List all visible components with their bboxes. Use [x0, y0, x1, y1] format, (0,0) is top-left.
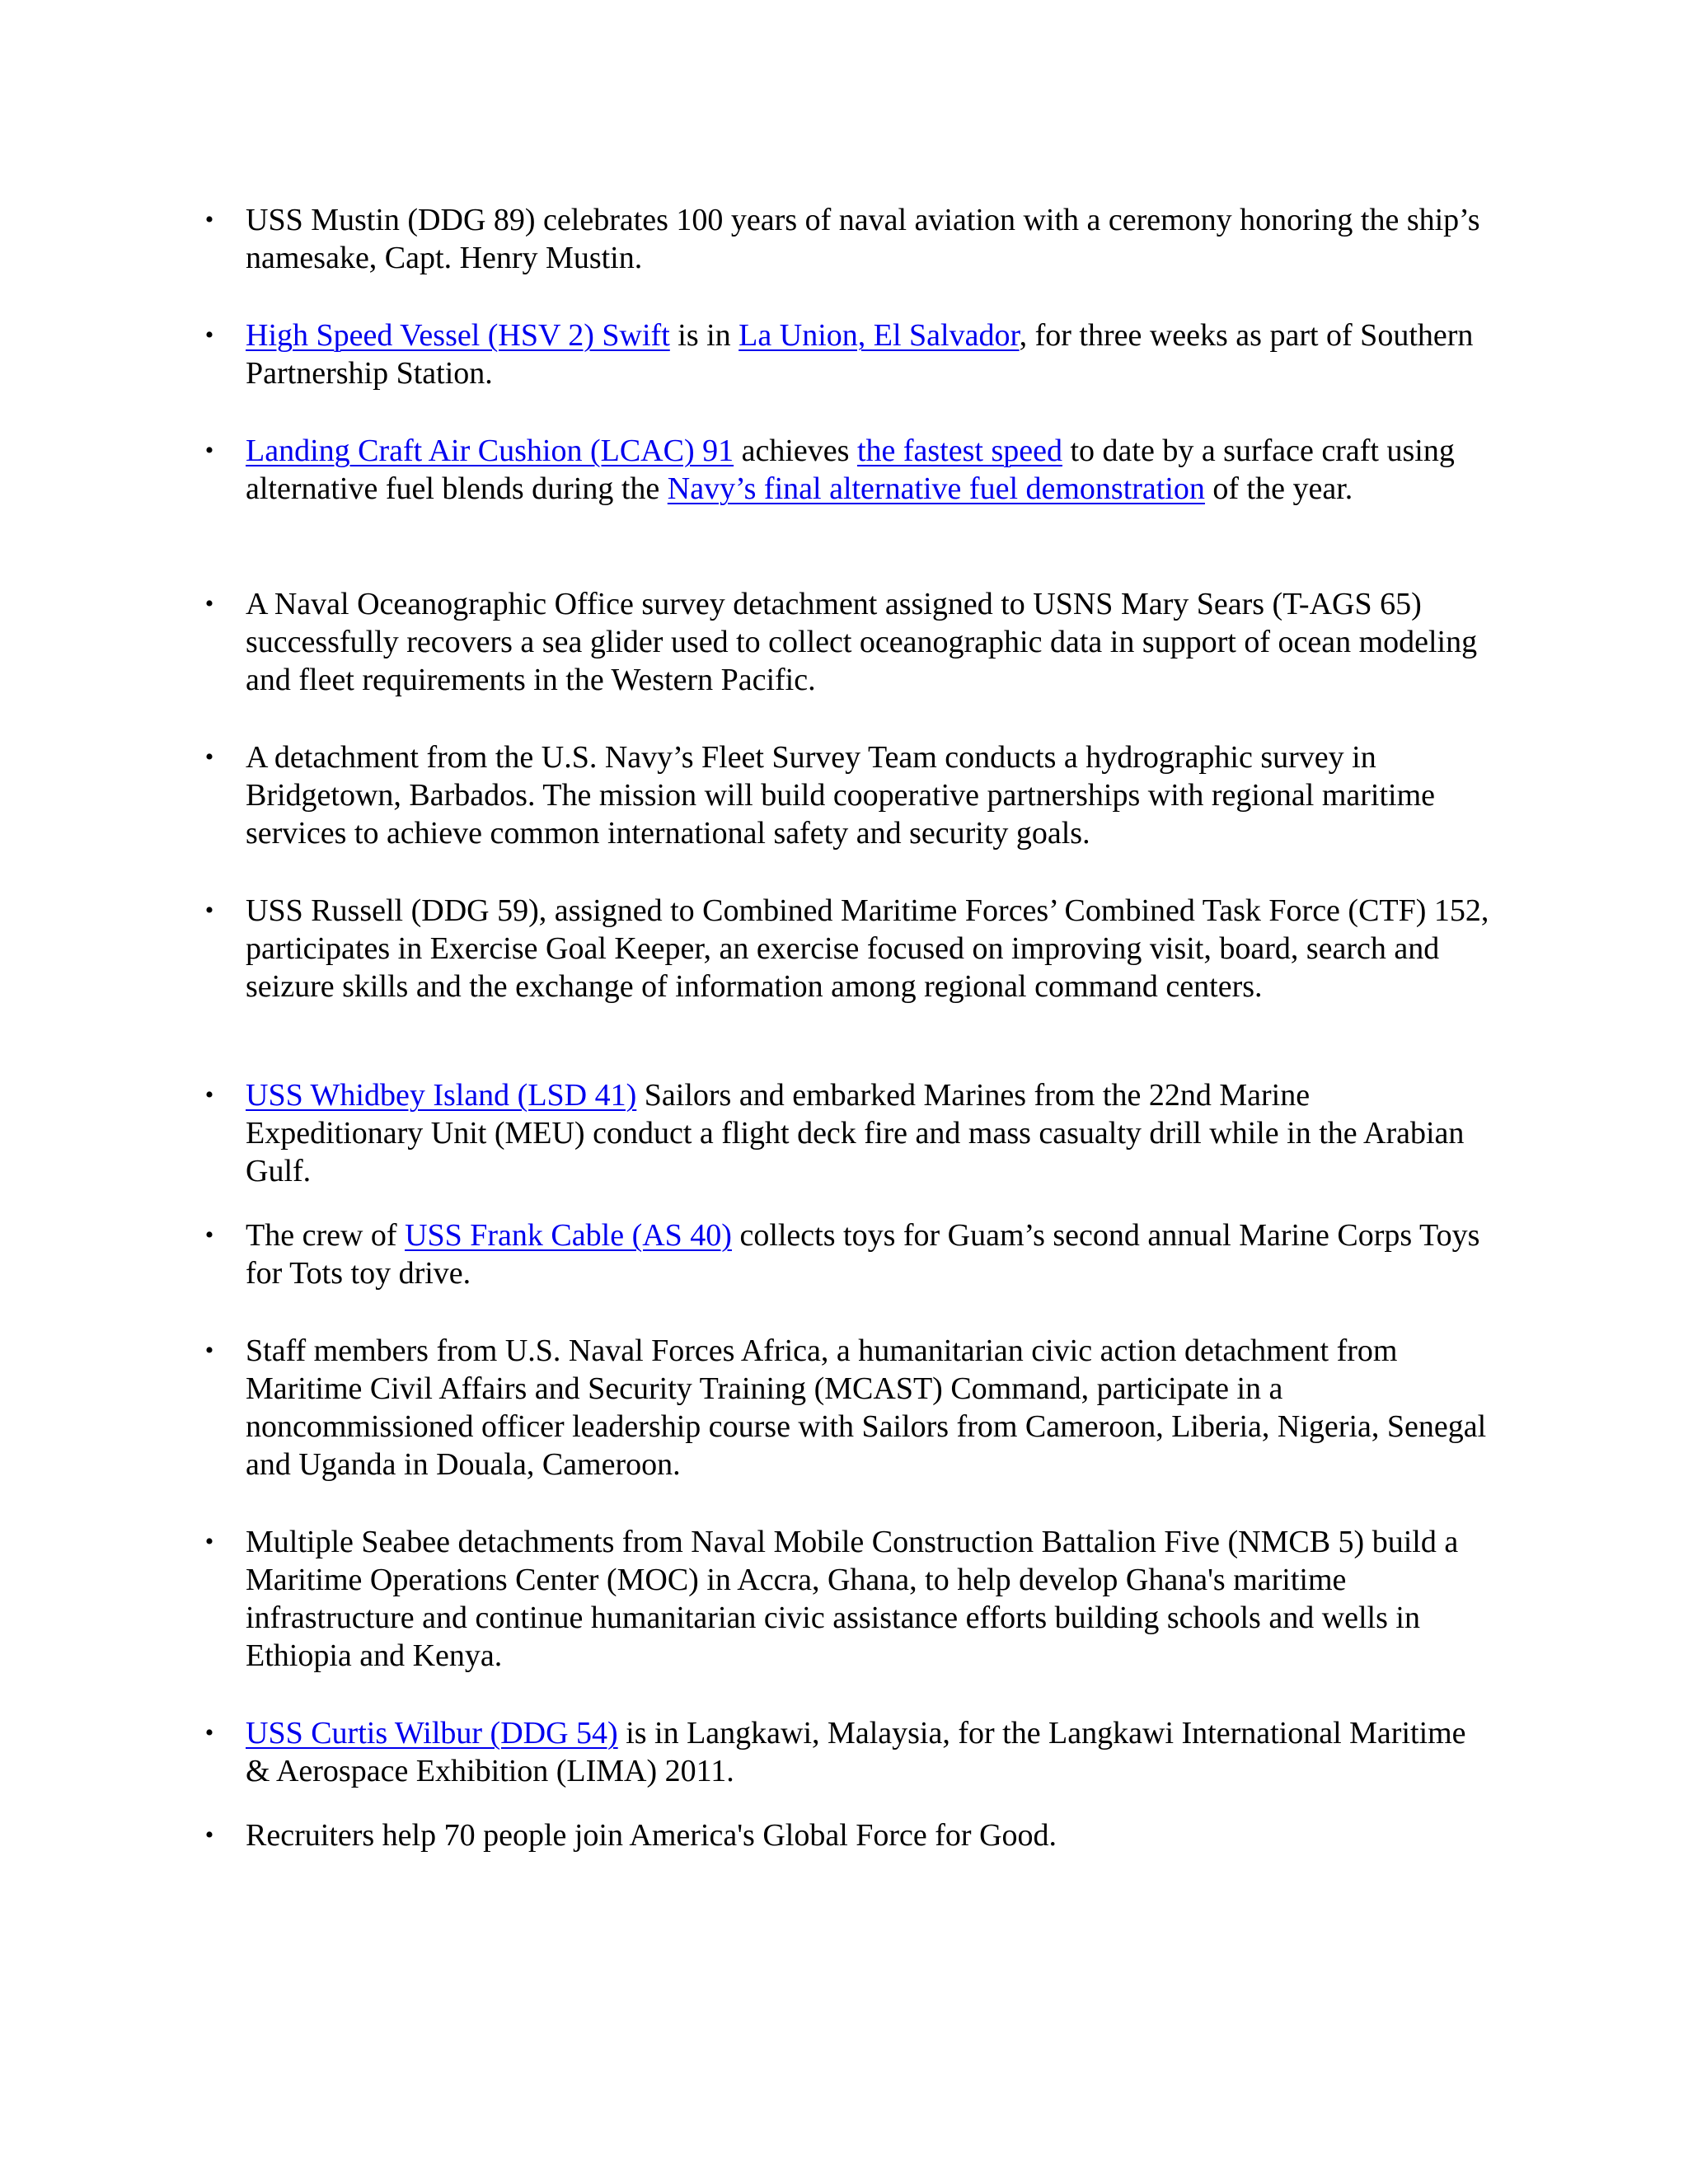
bullet-icon: • [204, 1337, 214, 1364]
list-item [204, 432, 1490, 508]
bullet-icon: • [204, 1719, 214, 1746]
item-text: Staff members from U.S. Naval Forces Africa, a humanitarian civic action detachment from Maritime Civil Affairs and Security Training (MCAST) Command, participate in a noncommissioned officer leadership course with Sailors from Cameroon, Liberia, Nigeria, Senegal and Uganda in Douala, Cameroon. [246, 1333, 1487, 1482]
item-text: Multiple Seabee detachments from Naval Mobile Construction Battalion Five (NMCB 5) build a Maritime Operations Center (MOC) in Accra, Ghana, to help develop Ghana's maritime infrastructure and continue humanitarian civic assistance efforts building schools and wells in Ethiopia and Kenya. [246, 1525, 1459, 1673]
link-la-union-el-salvador[interactable]: La Union, El Salvador [738, 318, 1020, 353]
list-item [204, 1332, 1490, 1483]
bullet-icon: • [204, 1081, 214, 1108]
link-uss-curtis-wilbur[interactable]: USS Curtis Wilbur (DDG 54) [246, 1716, 618, 1750]
link-uss-whidbey-island[interactable]: USS Whidbey Island (LSD 41) [246, 1078, 637, 1113]
item-text: , for three weeks as part of Southern Partnership Station. [246, 318, 1474, 391]
bullet-icon: • [204, 206, 214, 233]
item-text: A Naval Oceanographic Office survey detachment assigned to USNS Mary Sears (T-AGS 65) successfully recovers a sea glider used to collect oceanographic data in support of ocean modeling and fleet requirements in the Western Pacific. [246, 587, 1478, 697]
item-text: A detachment from the U.S. Navy’s Fleet Survey Team conducts a hydrographic survey in Bridgetown, Barbados. The mission will build cooperative partnerships with regional maritime services to achieve common international safety and security goals. [246, 740, 1436, 851]
bullet-icon: • [204, 897, 214, 924]
list-item [204, 1714, 1490, 1790]
list-item [204, 316, 1490, 392]
item-text: USS Russell (DDG 59), assigned to Combined Maritime Forces’ Combined Task Force (CTF) 152, participates in Exercise Goal Keeper, an exercise focused on improving visit, board, search and seizure skills and the exchange of information among regional command centers. [246, 893, 1489, 1004]
bullet-icon: • [204, 1221, 214, 1249]
list-item [204, 1523, 1490, 1675]
bullet-icon: • [204, 590, 214, 617]
bullet-icon: • [204, 1528, 214, 1555]
link-hsv-2-swift[interactable]: High Speed Vessel (HSV 2) Swift [246, 318, 670, 353]
list-item [204, 738, 1490, 852]
bullet-icon: • [204, 437, 214, 464]
item-text: achieves [734, 434, 857, 468]
list-item [204, 585, 1490, 699]
list-item [204, 201, 1490, 277]
list-item [204, 1216, 1490, 1292]
link-lcac-91[interactable]: Landing Craft Air Cushion (LCAC) 91 [246, 434, 734, 468]
link-alternative-fuel-demonstration[interactable]: Navy’s final alternative fuel demonstration [667, 471, 1205, 506]
item-text: is in Langkawi, Malaysia, for the Langkawi International Maritime & Aerospace Exhibition (LIMA) 2011. [246, 1716, 1466, 1788]
list-item [204, 1816, 1490, 1854]
bullet-icon: • [204, 1821, 214, 1849]
item-text: to date by a surface craft using alternative fuel blends during the [246, 434, 1455, 506]
link-fastest-speed[interactable]: the fastest speed [856, 434, 1062, 468]
item-text: The crew of [246, 1218, 406, 1253]
item-text: Recruiters help 70 people join America's Global Force for Good. [246, 1818, 1057, 1853]
list-item [204, 892, 1490, 1005]
list-item [204, 1076, 1490, 1190]
bullet-icon: • [204, 321, 214, 349]
item-text: of the year. [1204, 471, 1353, 506]
item-text: USS Mustin (DDG 89) celebrates 100 years of naval aviation with a ceremony honoring the ship’s namesake, Capt. Henry Mustin. [246, 203, 1480, 275]
item-text: collects toys for Guam’s second annual Marine Corps Toys for Tots toy drive. [246, 1218, 1480, 1291]
item-text: is in [669, 318, 739, 353]
item-text: Sailors and embarked Marines from the 22nd Marine Expeditionary Unit (MEU) conduct a flight deck fire and mass casualty drill while in the Arabian Gulf. [246, 1078, 1465, 1188]
bullet-icon: • [204, 743, 214, 771]
link-uss-frank-cable[interactable]: USS Frank Cable (AS 40) [405, 1218, 732, 1253]
